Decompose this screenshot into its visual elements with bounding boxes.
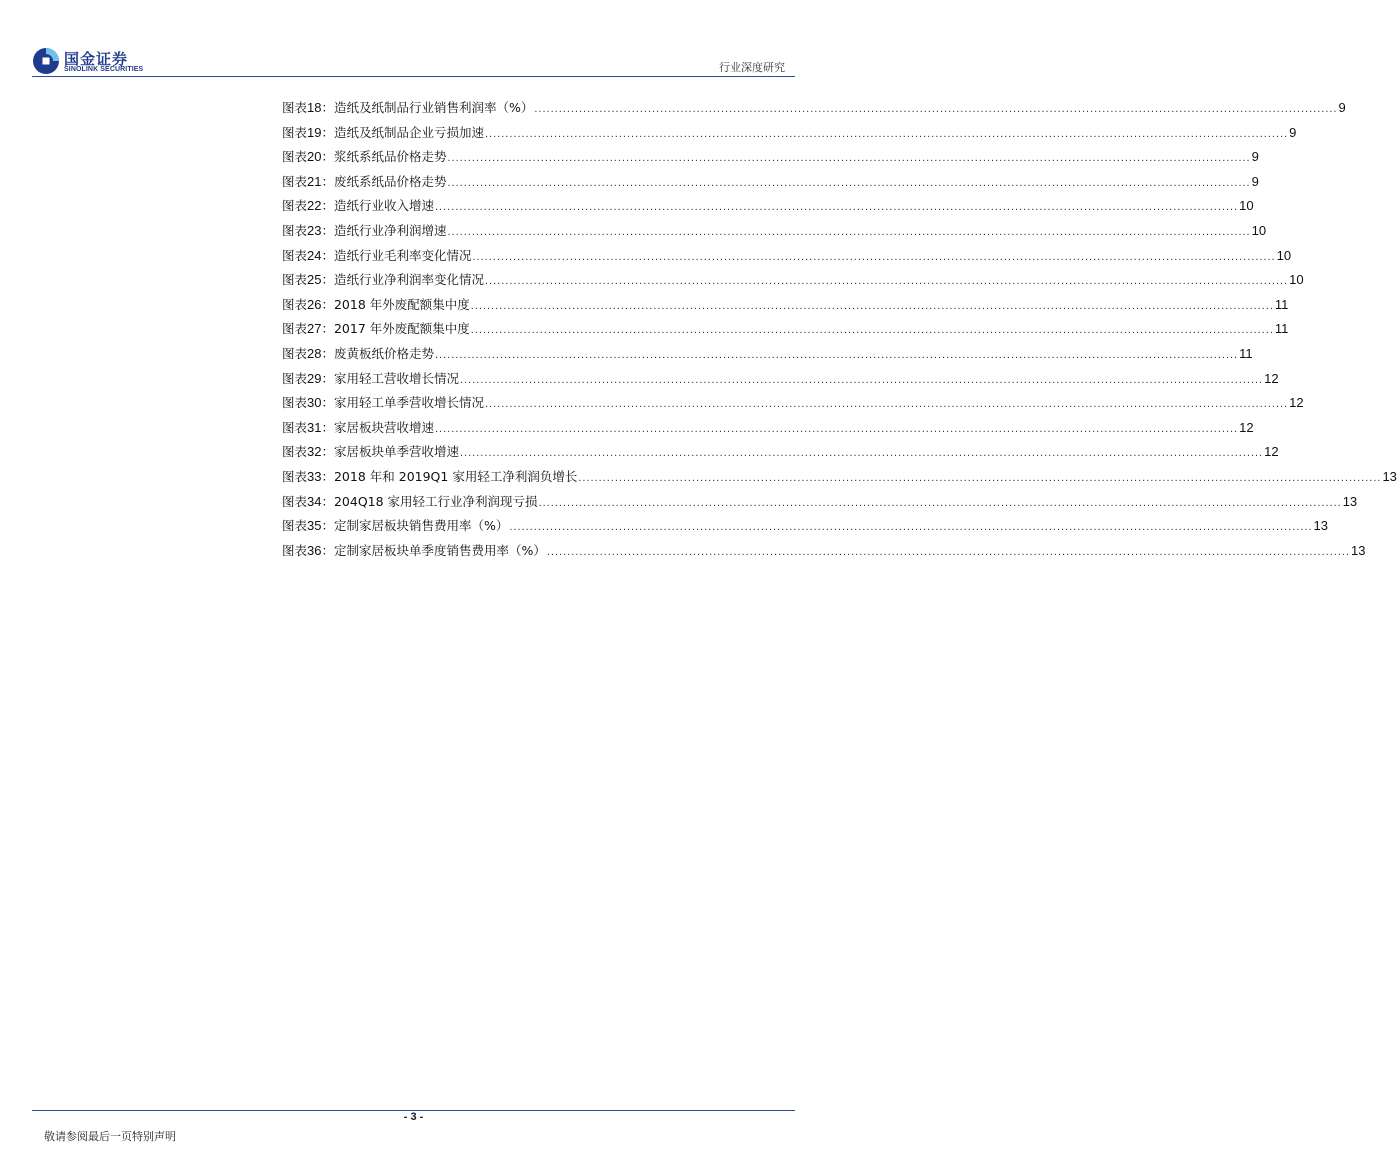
- toc-leader-dots: [471, 324, 1274, 336]
- toc-entry-number: 25: [307, 272, 322, 288]
- toc-entry-title: ：定制家居板块销售费用率（%）: [321, 518, 509, 534]
- toc-leader-dots: [485, 275, 1288, 287]
- toc-leader-dots: [547, 546, 1350, 558]
- toc-entry-label: 图表: [282, 149, 308, 165]
- toc-entry-page: 12: [1289, 395, 1304, 411]
- toc-entry-page: 11: [1274, 321, 1289, 337]
- toc-entry-title: ：家用轻工营收增长情况: [321, 370, 459, 386]
- toc-entry-number: 27: [307, 321, 322, 337]
- logo-english-name: SINOLINK SECURITIES: [64, 66, 144, 73]
- toc-entry[interactable]: [282, 344, 1253, 369]
- logo-chinese-name: 国金证券: [64, 50, 129, 68]
- toc-entry-title: ：造纸行业净利润率变化情况: [321, 272, 484, 288]
- toc-entry-label: 图表: [282, 468, 308, 484]
- toc-entry-number: 33: [307, 468, 322, 484]
- report-type: 行业深度研究: [719, 61, 785, 74]
- page-number: - 3 -: [403, 1111, 424, 1123]
- toc-entry-title: ：废纸系纸品价格走势: [321, 173, 447, 189]
- toc-entry-page: 13: [1351, 542, 1366, 558]
- toc-leader-dots: [471, 300, 1274, 312]
- toc-entry-page: 13: [1313, 518, 1328, 534]
- toc-entry[interactable]: [282, 319, 1289, 344]
- toc-entry-label: 图表: [282, 173, 308, 189]
- toc-entry-page: 10: [1251, 222, 1267, 238]
- toc-entry-page: 10: [1276, 247, 1292, 263]
- toc-entry-title: ：造纸及纸制品企业亏损加速: [321, 124, 484, 140]
- toc-entry-number: 36: [307, 542, 322, 558]
- toc-entry-number: 32: [307, 444, 322, 460]
- toc-entry-label: 图表: [282, 395, 308, 411]
- toc-entry-title: ：家居板块单季营收增速: [321, 444, 459, 460]
- toc-entry[interactable]: [282, 270, 1304, 295]
- toc-entry-page: 9: [1251, 149, 1259, 165]
- toc-entry[interactable]: [282, 369, 1279, 394]
- toc-entry-number: 22: [307, 198, 322, 214]
- toc-entry-label: 图表: [282, 542, 308, 558]
- toc-entry-page: 13: [1342, 493, 1358, 509]
- toc-entry-number: 34: [307, 493, 322, 509]
- figure-index-list: [282, 98, 1397, 565]
- toc-leader-dots: [539, 497, 1342, 509]
- toc-entry[interactable]: [282, 442, 1279, 467]
- toc-leader-dots: [435, 423, 1238, 435]
- toc-entry-label: 图表: [282, 345, 308, 361]
- toc-entry-page: 10: [1239, 198, 1254, 214]
- toc-leader-dots: [460, 374, 1263, 386]
- toc-entry[interactable]: [282, 123, 1297, 148]
- toc-entry-label: 图表: [282, 198, 308, 214]
- toc-leader-dots: [448, 152, 1251, 164]
- header-divider: [32, 76, 795, 77]
- toc-entry-title: ：造纸行业毛利率变化情况: [321, 247, 472, 263]
- toc-entry-number: 23: [307, 222, 322, 238]
- toc-entry-label: 图表: [282, 100, 308, 115]
- toc-leader-dots: [460, 447, 1263, 459]
- toc-entry-page: 12: [1264, 370, 1279, 386]
- toc-entry-title: ：家居板块营收增速: [321, 419, 434, 435]
- toc-leader-dots: [578, 472, 1381, 484]
- toc-leader-dots: [435, 349, 1238, 361]
- toc-entry-title: ：造纸行业收入增速: [321, 198, 434, 214]
- toc-entry-page: 12: [1264, 444, 1279, 460]
- toc-entry-number: 19: [307, 124, 322, 140]
- toc-entry-page: 13: [1382, 468, 1397, 484]
- toc-entry-page: 11: [1274, 296, 1289, 312]
- toc-entry-label: 图表: [282, 493, 308, 509]
- toc-entry-label: 图表: [282, 247, 308, 263]
- toc-entry[interactable]: [282, 295, 1289, 320]
- toc-entry[interactable]: [282, 221, 1267, 246]
- toc-leader-dots: [435, 201, 1238, 213]
- toc-entry-title: ：废黄板纸价格走势: [321, 345, 434, 361]
- toc-entry-title: ：家用轻工单季营收增长情况: [321, 395, 484, 411]
- toc-entry-label: 图表: [282, 518, 308, 534]
- toc-entry-number: 18: [307, 100, 322, 115]
- toc-leader-dots: [485, 398, 1288, 410]
- toc-entry[interactable]: [282, 492, 1358, 517]
- toc-leader-dots: [448, 226, 1251, 238]
- toc-leader-dots: [534, 103, 1337, 115]
- toc-entry[interactable]: [282, 246, 1292, 271]
- toc-entry[interactable]: [282, 418, 1254, 443]
- toc-entry-title: ：造纸及纸制品行业销售利润率（%）: [321, 100, 534, 115]
- toc-entry-label: 图表: [282, 370, 308, 386]
- toc-leader-dots: [448, 177, 1251, 189]
- disclaimer-text: 敬请参阅最后一页特别声明: [44, 1130, 176, 1143]
- toc-entry-page: 12: [1239, 419, 1254, 435]
- page-header: [0, 0, 827, 80]
- toc-entry-page: 9: [1289, 124, 1297, 140]
- toc-leader-dots: [509, 521, 1312, 533]
- toc-leader-dots: [473, 251, 1276, 263]
- toc-entry[interactable]: [282, 147, 1259, 172]
- toc-entry-title: ：定制家居板块单季度销售费用率（%）: [321, 542, 546, 558]
- toc-entry-number: 24: [307, 247, 322, 263]
- toc-entry-number: 31: [307, 419, 322, 435]
- toc-entry-label: 图表: [282, 272, 308, 288]
- toc-entry-number: 20: [307, 149, 322, 165]
- toc-entry-label: 图表: [282, 296, 308, 312]
- toc-entry-label: 图表: [282, 222, 308, 238]
- toc-entry-title: ：204Q18 家用轻工行业净利润现亏损: [321, 493, 538, 509]
- toc-entry[interactable]: [282, 393, 1304, 418]
- toc-entry-label: 图表: [282, 444, 308, 460]
- toc-entry[interactable]: [282, 172, 1259, 197]
- toc-entry[interactable]: [282, 196, 1254, 221]
- company-logo: [32, 47, 162, 79]
- toc-entry-title: ：造纸行业净利润增速: [321, 222, 447, 238]
- toc-entry-number: 26: [307, 296, 322, 312]
- sinolink-logo-icon: [32, 47, 60, 75]
- toc-leader-dots: [485, 128, 1288, 140]
- toc-entry-label: 图表: [282, 124, 308, 140]
- toc-entry-label: 图表: [282, 321, 308, 337]
- toc-entry-number: 35: [307, 518, 322, 534]
- toc-entry-number: 28: [307, 345, 322, 361]
- toc-entry-page: 9: [1338, 100, 1346, 115]
- toc-entry[interactable]: [282, 98, 1346, 123]
- toc-entry-page: 10: [1289, 272, 1304, 288]
- toc-entry-page: 11: [1239, 345, 1253, 361]
- toc-entry-title: ：2018 年外废配额集中度: [321, 296, 470, 312]
- toc-entry-number: 21: [307, 173, 322, 189]
- toc-entry-title: ：浆纸系纸品价格走势: [321, 149, 447, 165]
- toc-entry[interactable]: [282, 516, 1328, 541]
- toc-entry-number: 29: [307, 370, 322, 386]
- toc-entry-label: 图表: [282, 419, 308, 435]
- toc-entry-number: 30: [307, 395, 322, 411]
- toc-entry[interactable]: [282, 541, 1366, 566]
- toc-entry[interactable]: [282, 467, 1397, 492]
- toc-entry-title: ：2018 年和 2019Q1 家用轻工净利润负增长: [321, 468, 578, 484]
- toc-entry-page: 9: [1251, 173, 1259, 189]
- toc-entry-title: ：2017 年外废配额集中度: [321, 321, 470, 337]
